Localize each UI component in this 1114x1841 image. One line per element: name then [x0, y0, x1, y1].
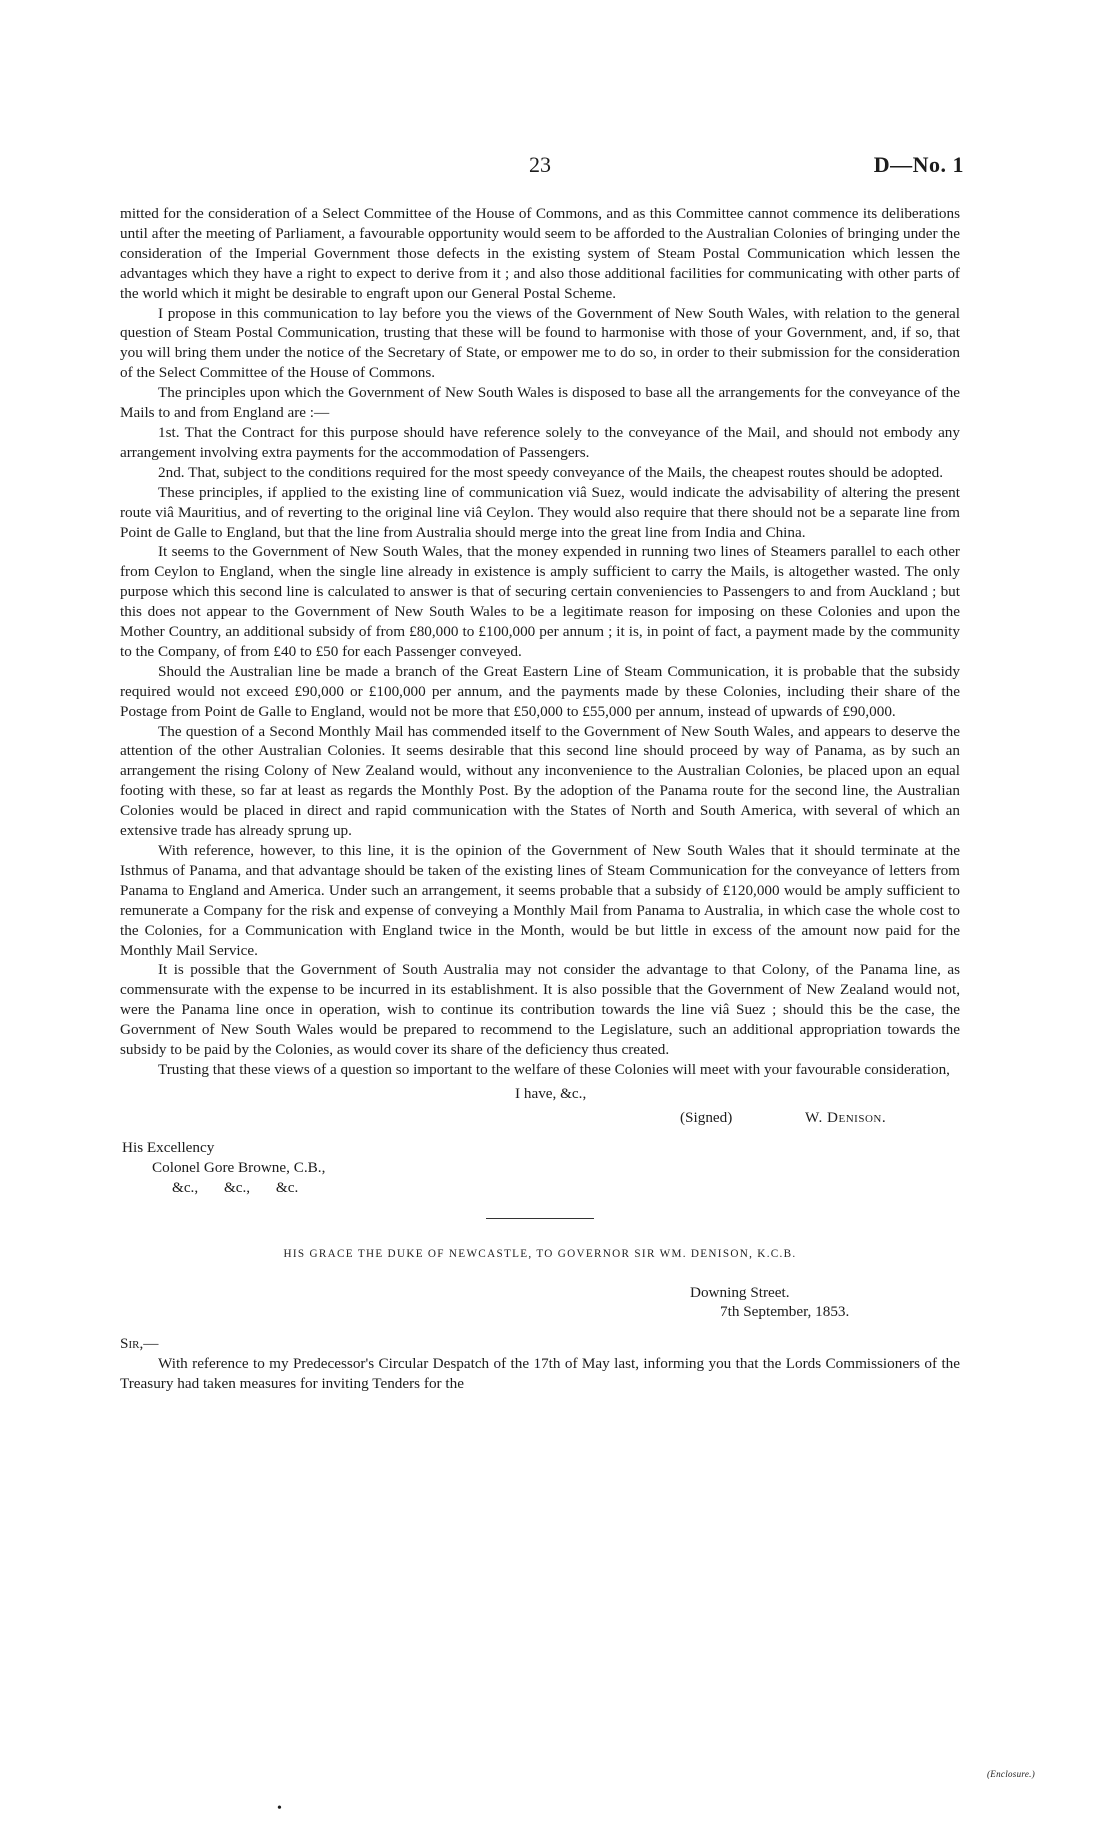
despatch-heading: HIS GRACE THE DUKE OF NEWCASTLE, TO GOVERNOR SIR WM. DENISON, K.C.B.	[283, 1247, 797, 1260]
closing-formula: I have, &c.,	[515, 1084, 587, 1102]
paragraph: The principles upon which the Government of New South Wales is disposed to base all the arrangements for the conveyance of the Mails to and from England are :—	[120, 384, 960, 422]
paragraph: Should the Australian line be made a branch of the Great Eastern Line of Steam Communication, it is probable that the subsidy required would not exceed £90,000 or £100,000 per annum, and the payments made by these Colonies, including their share of the Postage from Point de Galle to England, would not be more that £50,000 to £55,000 per annum, instead of upwards of £90,000.	[120, 662, 960, 720]
page-header	[120, 152, 964, 182]
paragraph: With reference to my Predecessor's Circular Despatch of the 17th of May last, informing you that the Lords Commissioners of the Treasury had taken measures for inviting Tenders for the	[120, 1355, 960, 1393]
paragraph: I propose in this communication to lay before you the views of the Government of New South Wales, with relation to the general question of Steam Postal Communication, trusting that these will be found to harmonise with those of your Government, and, if so, that you will bring them under the notice of the Secretary of State, or empower me to do so, in order to their submission for the consideration of the Select Committee of the House of Commons.	[120, 304, 960, 382]
printer-mark: •	[277, 1801, 282, 1816]
paragraph: The question of a Second Monthly Mail has commended itself to the Government of New South Wales, and appears to deserve the attention of the other Australian Colonies. It seems desirable that this second line should proceed by way of Panama, as by such an arrangement the rising Colony of New Zealand would, without any inconvenience to the Australian Colonies, be placed upon an equal footing with these, so far at least as regards the Monthly Post. By the adoption of the Panama route for the second line, the Australian Colonies would be placed in direct and rapid communication with the States of North and South America, with several of which an extensive trade has already sprung up.	[120, 722, 960, 840]
signature-block	[120, 1108, 960, 1134]
paragraph: It seems to the Government of New South Wales, that the money expended in running two lines of Steamers parallel to each other from Ceylon to England, when the single line already in existence is amply sufficient to carry the Mails, is altogether wasted. The only purpose which this second line is calculated to answer is that of securing certain conveniencies to Passengers to and from Auckland ; but this does not appear to the Government of New South Wales to be a legitimate reason for imposing on these Colonies and upon the Mother Country, an additional subsidy of from £80,000 to £100,000 per annum ; it is, in point of fact, a payment made by the community to the Company, of from £40 to £50 for each Passenger conveyed.	[120, 543, 960, 660]
margin-note: (Enclosure.)	[987, 1769, 1036, 1779]
paragraph: Trusting that these views of a question so important to the welfare of these Colonies will meet with your favourable consideration,	[158, 1060, 950, 1078]
paragraph: It is possible that the Government of South Australia may not consider the advantage to that Colony, of the Panama line, as commensurate with the expense to be incurred in its establishment. It is also possible that the Government of New Zealand would not, were the Panama line once in operation, wish to continue its contribution towards the line viâ Suez ; should this be the case, the Government of New South Wales would be prepared to recommend to the Legislature, such an additional appropriation towards the subsidy to be paid by the Colonies, as would cover its share of the deficiency thus created.	[120, 961, 960, 1059]
dateline-place: Downing Street.	[690, 1283, 790, 1301]
addressee-line: His Excellency	[122, 1138, 215, 1156]
document-reference: D—No. 1	[873, 152, 964, 177]
paragraph: mitted for the consideration of a Select Committee of the House of Commons, and as this Committee cannot commence its deliberations until after the meeting of Parliament, a favourable opportunity would seem to be afforded to the Australian Colonies of bringing under the consideration of the Imperial Government those defects in the existing system of Steam Postal Communication which lessen the advantages which they have a right to expect to derive from it ; and also those additional facilities for communicating with other parts of the world which it might be desirable to engraft upon our General Postal Scheme.	[120, 205, 960, 302]
page-number: 23	[529, 152, 551, 177]
paragraph: These principles, if applied to the existing line of communication viâ Suez, would indicate the advisability of altering the present route viâ Mauritius, and of reverting to the original line viâ Ceylon. They would also require that there should not be a separate line from Point de Galle to England, but that the line from Australia should merge into the great line from India and China.	[120, 483, 960, 541]
addressee-line: &c., &c., &c.	[172, 1178, 299, 1196]
addressee-block	[120, 1138, 960, 1198]
section-divider	[486, 1218, 594, 1219]
paragraph: 2nd. That, subject to the conditions required for the most speedy conveyance of the Mails, the cheapest routes should be adopted.	[158, 463, 944, 481]
signed-label: (Signed)	[680, 1108, 733, 1126]
paragraph: 1st. That the Contract for this purpose should have reference solely to the conveyance of the Mail, and should not embody any arrangement involving extra payments for the accommodation of Passengers.	[120, 423, 960, 461]
salutation: Sir,—	[120, 1335, 159, 1353]
paragraph: With reference, however, to this line, it is the opinion of the Government of New South Wales that it should terminate at the Isthmus of Panama, and that advantage should be taken of the existing lines of Steam Communication for the conveyance of letters from Panama to England and America. Under such an arrangement, it seems probable that a subsidy of £120,000 would be amply sufficient to remunerate a Company for the risk and expense of conveying a Monthly Mail from Panama to Australia, in which case the whole cost to the Colonies, for a Communication with England twice in the Month, would be but little in excess of the amount now paid for the Monthly Mail Service.	[120, 842, 960, 959]
dateline	[690, 1283, 960, 1323]
document-body	[120, 204, 960, 1394]
signer-name: W. Denison.	[805, 1108, 887, 1126]
addressee-line: Colonel Gore Browne, C.B.,	[152, 1158, 326, 1176]
dateline-date: 7th September, 1853.	[720, 1303, 850, 1321]
